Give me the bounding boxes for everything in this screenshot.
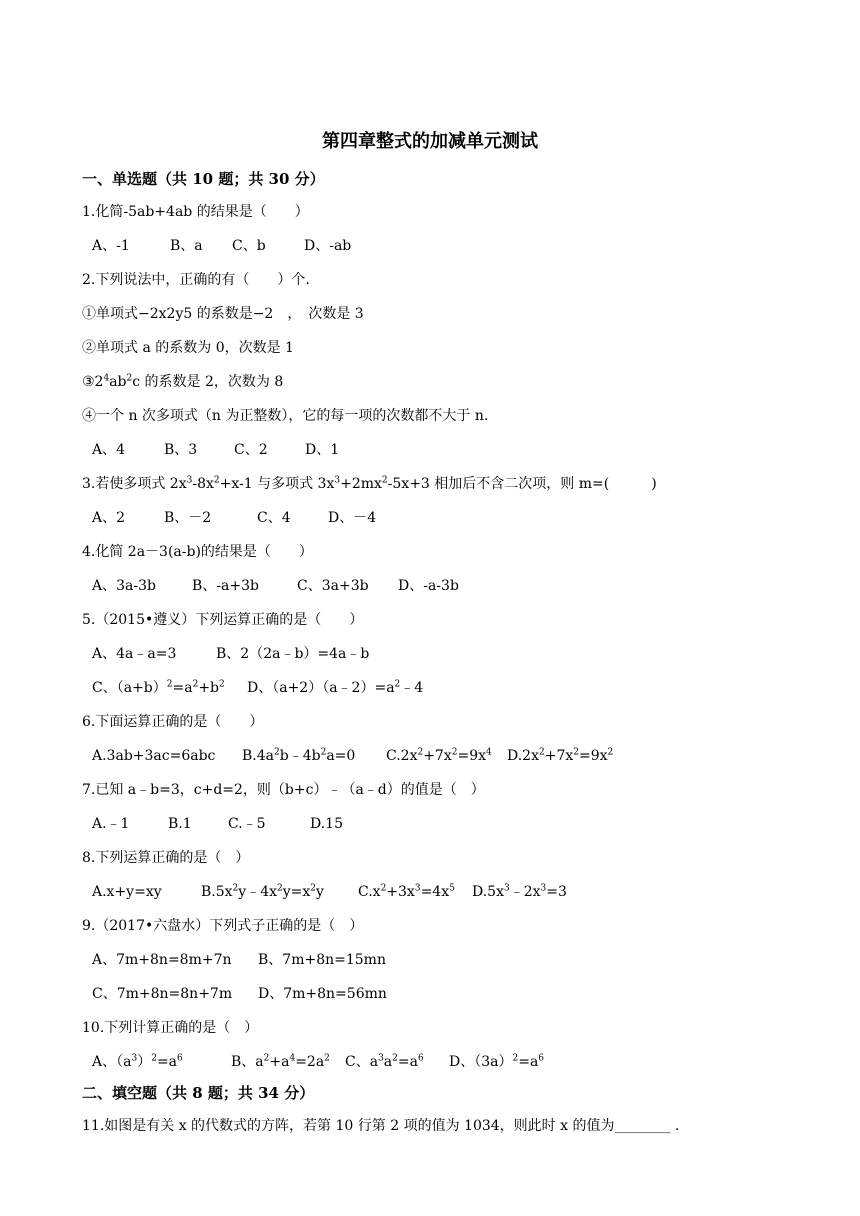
option-d: D、－4 xyxy=(328,510,377,526)
option-a: A.3ab+3ac=6abc xyxy=(92,748,216,764)
option-b: B、2（2a﹣b）=4a﹣b xyxy=(216,646,370,662)
option-d: D、-ab xyxy=(304,238,352,254)
option-c: C、4 xyxy=(257,510,291,526)
option-c: $C.2x^2+7x^2=9x^4$ xyxy=(386,747,492,764)
question-8-stem: 8.下列运算正确的是（ ） xyxy=(82,850,250,866)
option-a: A、$(a^3)^2=a^6$ xyxy=(92,1053,183,1070)
page-title: 第四章整式的加减单元测试 xyxy=(322,131,538,152)
option-b: B、3 xyxy=(164,442,198,458)
statement-2: ②单项式 a 的系数为 0，次数是 1 xyxy=(82,340,294,356)
option-c: C、7m+8n=8n+7m xyxy=(92,986,233,1002)
question-2-stem: 2.下列说法中，正确的有（ ）个. xyxy=(82,272,310,288)
question-11-stem: 11.如图是有关 x 的代数式的方阵，若第 10 行第 2 项的值为 1034，则此时 x 的值为________ . xyxy=(82,1118,680,1134)
question-7-stem: 7.已知 a﹣b=3，c+d=2，则（b+c）﹣（a﹣d）的值是（ ） xyxy=(82,782,485,798)
option-b: B、－2 xyxy=(164,510,212,526)
option-a: A、7m+8n=8m+7n xyxy=(92,952,232,968)
question-3-stem: 3.若使多项式 $2x^3-8x^2+x-1$ 与多项式 $3x^3+2mx^2-5x+3$ 相加后不含二次项，则 m=( ) xyxy=(82,475,657,492)
section-heading-fill-blank: 二、填空题（共 8 题；共 34 分） xyxy=(82,1084,315,1102)
option-a: A、4a﹣a=3 xyxy=(92,646,177,662)
option-d: $D.2x^2+7x^2=9x^2$ xyxy=(507,747,614,764)
question-6-stem: 6.下面运算正确的是（ ） xyxy=(82,714,264,730)
option-c: C、2 xyxy=(234,442,268,458)
option-b: $B.5x^2y﹣4x^2y=x^2y$ xyxy=(201,883,324,900)
question-9-stem: 9.（2017•六盘水）下列式子正确的是（ ） xyxy=(82,918,364,934)
option-d: D、$(a+2)(a﹣2)=a^2﹣4$ xyxy=(247,679,424,696)
option-c: C、3a+3b xyxy=(297,578,369,594)
statement-4: ④一个 n 次多项式（n 为正整数），它的每一项的次数都不大于 n. xyxy=(82,408,489,424)
statement-3: $③2^4ab^2c$ 的系数是 2，次数为 8 xyxy=(82,373,284,390)
option-c: C、$(a+b)^2=a^2+b^2$ xyxy=(92,679,225,696)
option-b: $B.4a^2b﹣4b^2a=0$ xyxy=(242,747,356,764)
option-a: A、3a-3b xyxy=(92,578,156,594)
option-c: C、$a^3a^2=a^6$ xyxy=(345,1053,424,1070)
option-b: B、7m+8n=15mn xyxy=(258,952,386,968)
option-a: A.x+y=xy xyxy=(92,884,162,900)
option-a: A.﹣1 xyxy=(92,816,130,832)
option-a: A、4 xyxy=(92,442,126,458)
option-d: $D.5x^3﹣2x^3=3$ xyxy=(472,883,567,900)
question-1-stem: 1.化简-5ab+4ab 的结果是（ ） xyxy=(82,204,309,220)
option-c: C、b xyxy=(232,238,266,254)
option-c: C.﹣5 xyxy=(228,816,266,832)
option-d: D、7m+8n=56mn xyxy=(258,986,387,1002)
question-4-stem: 4.化简 2a－3(a-b)的结果是（ ） xyxy=(82,544,313,560)
option-b: B.1 xyxy=(168,816,192,832)
option-b: B、$a^2+a^4=2a^2$ xyxy=(231,1053,330,1070)
question-5-stem: 5.（2015•遵义）下列运算正确的是（ ） xyxy=(82,612,364,628)
option-d: D、1 xyxy=(305,442,340,458)
option-b: B、-a+3b xyxy=(192,578,259,594)
option-a: A、2 xyxy=(92,510,126,526)
option-a: A、-1 xyxy=(92,238,130,254)
option-d: D.15 xyxy=(310,816,343,832)
option-c: $C.x^2+3x^3=4x^5$ xyxy=(358,883,455,900)
option-d: D、$(3a)^2=a^6$ xyxy=(449,1053,545,1070)
section-heading-single-choice: 一、单选题（共 10 题；共 30 分） xyxy=(82,170,325,188)
question-10-stem: 10.下列计算正确的是（ ） xyxy=(82,1020,259,1036)
statement-1: ①单项式−2x2y5 的系数是−2 ， 次数是 3 xyxy=(82,306,364,322)
option-d: D、-a-3b xyxy=(398,578,459,594)
option-b: B、a xyxy=(170,238,203,254)
